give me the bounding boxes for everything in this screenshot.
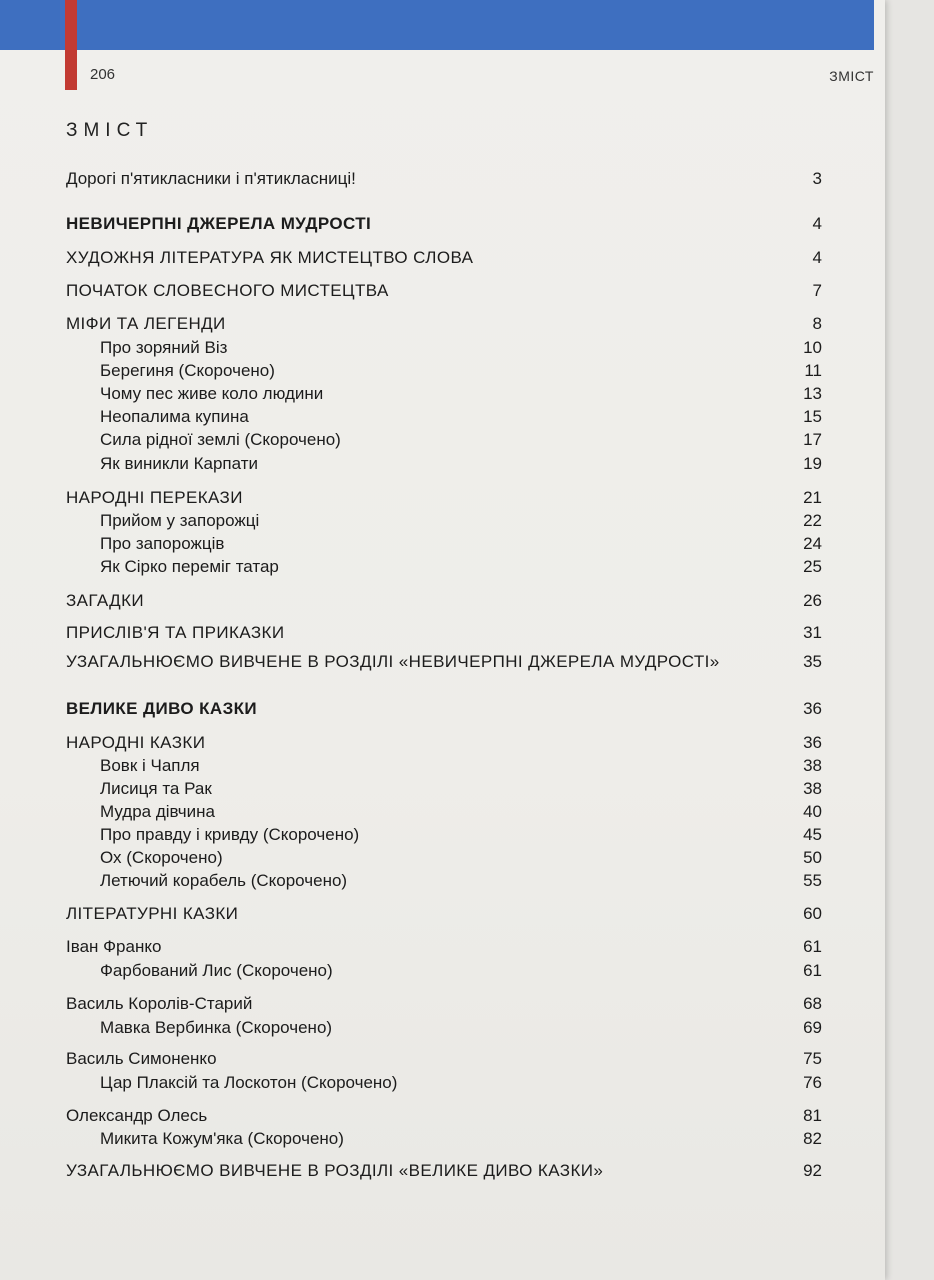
toc-entry-title: Про зоряний Віз: [100, 338, 228, 357]
toc-entry-page: 68: [803, 994, 822, 1013]
toc-entry-title: УЗАГАЛЬНЮЄМО ВИВЧЕНЕ В РОЗДІЛІ «ВЕЛИКЕ ДИВО КАЗКИ»: [66, 1161, 604, 1180]
toc-subentry: [0, 800, 885, 824]
toc-entry-page: 60: [803, 904, 822, 923]
toc-entry: [0, 279, 885, 303]
toc-entry-page: 76: [803, 1073, 822, 1092]
toc-subentry: [0, 777, 885, 801]
toc-author: [0, 935, 885, 959]
toc-entry-title: Мавка Вербинка (Скорочено): [100, 1018, 333, 1037]
toc-entry: [0, 167, 885, 191]
toc-entry-page: 81: [803, 1106, 822, 1125]
toc-entry: [0, 902, 885, 926]
toc-entry-title: ХУДОЖНЯ ЛІТЕРАТУРА ЯК МИСТЕЦТВО СЛОВА: [66, 248, 474, 267]
toc-entry-page: 4: [812, 214, 822, 233]
toc-entry-page: 17: [803, 430, 822, 449]
toc-entry: [0, 731, 885, 755]
page-title: ЗМІСТ: [66, 120, 154, 141]
toc-entry-title: Прийом у запорожці: [100, 511, 260, 530]
toc-subentry: [0, 336, 885, 360]
toc-entry-title: Про правду і кривду (Скорочено): [100, 825, 360, 844]
toc-entry-page: 36: [803, 699, 822, 718]
toc-entry-title: Цар Плаксій та Лоскотон (Скорочено): [100, 1073, 398, 1092]
toc-entry-title: Ох (Скорочено): [100, 848, 223, 867]
toc-entry-page: 92: [803, 1161, 822, 1180]
toc-subentry: [0, 869, 885, 893]
toc-entry-page: 50: [803, 848, 822, 867]
toc-subentry: [0, 754, 885, 778]
toc-entry-page: 22: [803, 511, 822, 530]
toc-entry-page: 3: [812, 169, 822, 188]
toc-subentry: [0, 452, 885, 476]
toc-entry-title: ЗАГАДКИ: [66, 591, 145, 610]
toc-subentry: [0, 509, 885, 533]
toc-entry-title: Дорогі п'ятикласники і п'ятикласниці!: [66, 169, 356, 188]
page-number: 206: [90, 66, 116, 83]
toc-entry-title: Олександр Олесь: [66, 1106, 208, 1125]
toc-entry-title: Берегиня (Скорочено): [100, 361, 275, 380]
toc-subentry: [0, 823, 885, 847]
toc-entry-title: ВЕЛИКЕ ДИВО КАЗКИ: [66, 699, 258, 718]
toc-entry: [0, 246, 885, 270]
toc-entry-title: Лисиця та Рак: [100, 779, 212, 798]
toc-entry-title: Мудра дівчина: [100, 802, 215, 821]
toc-subentry: [0, 1016, 885, 1040]
toc-author: [0, 1047, 885, 1071]
toc-subentry: [0, 1127, 885, 1151]
toc-entry-title: НЕВИЧЕРПНІ ДЖЕРЕЛА МУДРОСТІ: [66, 214, 372, 233]
toc-entry-page: 82: [803, 1129, 822, 1148]
toc-author: [0, 1104, 885, 1128]
toc-entry-title: Як виникли Карпати: [100, 454, 258, 473]
toc-entry-page: 45: [803, 825, 822, 844]
toc-entry-page: 4: [812, 248, 822, 267]
toc-subentry: [0, 532, 885, 556]
toc-entry-page: 7: [812, 281, 822, 300]
toc-section-heading: [0, 212, 885, 236]
toc-entry-page: 8: [812, 314, 822, 333]
toc-entry-title: Чому пес живе коло людини: [100, 384, 324, 403]
toc-entry-page: 38: [803, 756, 822, 775]
toc-entry-page: 61: [803, 961, 822, 980]
toc-entry-title: Як Сірко переміг татар: [100, 557, 279, 576]
toc-subentry: [0, 405, 885, 429]
toc-entry-page: 36: [803, 733, 822, 752]
toc-entry-page: 10: [803, 338, 822, 357]
toc-entry-title: НАРОДНІ ПЕРЕКАЗИ: [66, 488, 243, 507]
toc-entry-title: ПРИСЛІВ'Я ТА ПРИКАЗКИ: [66, 623, 285, 642]
toc-entry-title: Василь Королів-Старий: [66, 994, 253, 1013]
toc-entry-title: УЗАГАЛЬНЮЄМО ВИВЧЕНЕ В РОЗДІЛІ «НЕВИЧЕРПНІ ДЖЕРЕЛА МУДРОСТІ»: [66, 652, 720, 671]
toc-entry: [0, 650, 885, 674]
toc-subentry: [0, 359, 885, 383]
toc-subentry: [0, 382, 885, 406]
toc-entry-title: Микита Кожум'яка (Скорочено): [100, 1129, 344, 1148]
toc-entry-page: 61: [803, 937, 822, 956]
toc-subentry: [0, 555, 885, 579]
toc-subentry: [0, 1071, 885, 1095]
toc-entry-page: 15: [803, 407, 822, 426]
toc-entry-page: 21: [803, 488, 822, 507]
toc-entry-title: Фарбований Лис (Скорочено): [100, 961, 333, 980]
toc-entry-page: 75: [803, 1049, 822, 1068]
toc-entry-page: 19: [803, 454, 822, 473]
toc-entry-page: 26: [803, 591, 822, 610]
toc-subentry: [0, 428, 885, 452]
toc-entry-title: Про запорожців: [100, 534, 225, 553]
toc-entry-title: Василь Симоненко: [66, 1049, 217, 1068]
toc-subentry: [0, 959, 885, 983]
toc-entry-page: 24: [803, 534, 822, 553]
toc-entry-page: 69: [803, 1018, 822, 1037]
toc-entry-title: Летючий корабель (Скорочено): [100, 871, 348, 890]
toc-entry-title: Вовк і Чапля: [100, 756, 200, 775]
toc-entry-page: 25: [803, 557, 822, 576]
toc-entry-title: МІФИ ТА ЛЕГЕНДИ: [66, 314, 226, 333]
toc-entry-page: 11: [804, 361, 822, 380]
toc-entry-page: 13: [803, 384, 822, 403]
toc-entry: [0, 1159, 885, 1183]
toc-entry-page: 40: [803, 802, 822, 821]
toc-entry-page: 35: [803, 652, 822, 671]
toc-entry: [0, 312, 885, 336]
toc-subentry: [0, 846, 885, 870]
toc-entry-title: Іван Франко: [66, 937, 162, 956]
toc-entry: [0, 589, 885, 613]
toc-entry-title: Неопалима купина: [100, 407, 249, 426]
toc-entry-title: ЛІТЕРАТУРНІ КАЗКИ: [66, 904, 239, 923]
toc-entry-title: ПОЧАТОК СЛОВЕСНОГО МИСТЕЦТВА: [66, 281, 389, 300]
toc-entry-page: 38: [803, 779, 822, 798]
toc-entry-page: 55: [803, 871, 822, 890]
toc-entry: [0, 486, 885, 510]
toc-section-heading: [0, 697, 885, 721]
toc-entry-title: НАРОДНІ КАЗКИ: [66, 733, 206, 752]
running-header: ЗМІСТ: [829, 68, 874, 84]
toc-entry: [0, 621, 885, 645]
toc-author: [0, 992, 885, 1016]
toc-entry-page: 31: [803, 623, 822, 642]
toc-entry-title: Сила рідної землі (Скорочено): [100, 430, 341, 449]
